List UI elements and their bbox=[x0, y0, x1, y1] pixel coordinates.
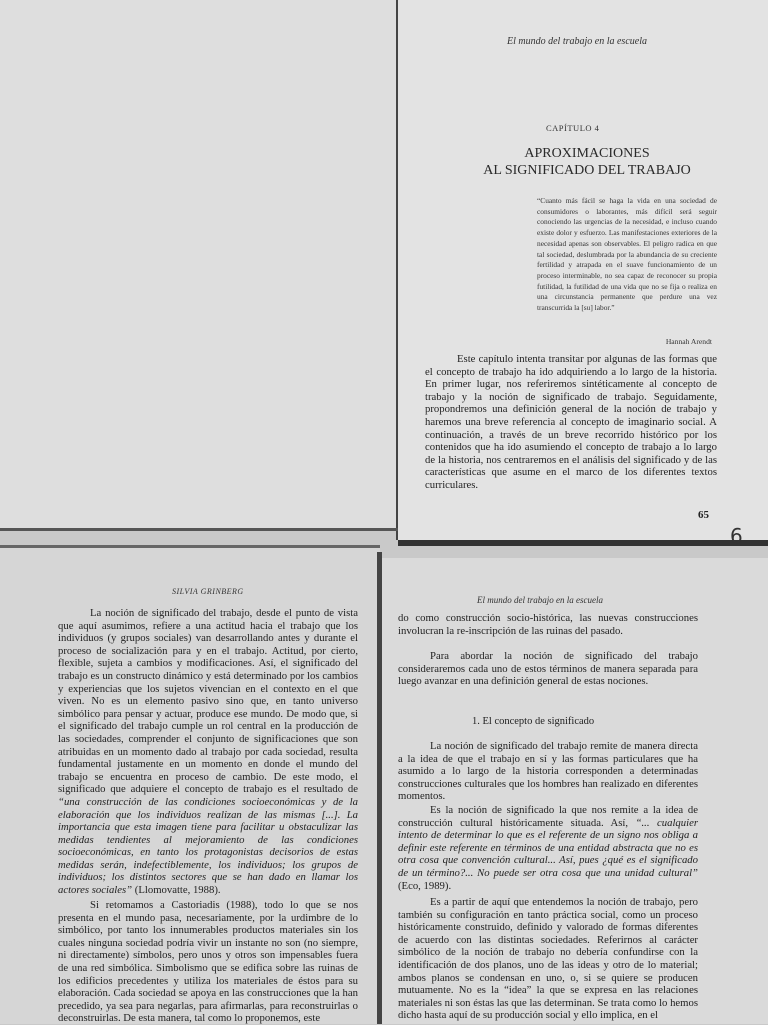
epigraph: “Cuanto más fácil se haga la vida en una sociedad de consumidores o laborantes, más difícil será seguir conociendo las urgencias de la necesidad, e incluso cuando existe dolor y esfuerzo. Las manifestaciones exteriores de la necesidad apenas son observables. El peligro radica en que tal sociedad, deslumbrada por la abundancia de su creciente fertilidad y atrapada en el suave funcionamiento de un proceso interminable, no sea capaz de reconocer su propia futilidad, la futilidad de una vida que no se fija o realiza en una circunstancia permanente que perdure una vez transcurrida la [su] labor.” bbox=[537, 196, 717, 313]
page-number: 65 bbox=[698, 509, 709, 521]
chapter-title-line1: APROXIMACIONES bbox=[524, 146, 650, 161]
running-head-right: El mundo del trabajo en la escuela bbox=[477, 595, 603, 605]
paragraph-continuation: do como construcción socio-histórica, las nuevas construcciones involucran la re-inscripción de las ruinas del pasado. bbox=[398, 612, 698, 637]
chapter-title-line2: AL SIGNIFICADO DEL TRABAJO bbox=[483, 163, 691, 178]
page-edge-top-left bbox=[0, 528, 400, 531]
citation: (Eco, 1989). bbox=[398, 879, 452, 892]
running-head: El mundo del trabajo en la escuela bbox=[507, 36, 647, 47]
intro-paragraph: Este capítulo intenta transitar por algunas de las formas que el concepto de trabajo ha ido adquiriendo a lo largo de la historia. En primer lugar, nos referiremos sintéticamente al concepto de trabajo y la noción de significado de trabajo. Seguidamente, propondremos una definición general de la noción de trabajo y haremos una breve referencia al concepto de imaginario social. A continuación, a través de un breve recorrido histórico por los contenidos que ha ido asumiendo el concepto de trabajo a lo largo de la historia, nos centraremos en el análisis del significado y de las características que asume en el marco de los diferentes textos curriculares. bbox=[425, 353, 717, 491]
epigraph-author: Hannah Arendt bbox=[665, 337, 712, 346]
citation: (Llomovatte, 1988). bbox=[132, 884, 221, 897]
chapter-title bbox=[472, 145, 702, 179]
book-gutter-bottom bbox=[377, 552, 382, 1024]
paragraph-approach: Para abordar la noción de significado del trabajo consideraremos cada uno de estos términos de manera separada para luego avanzar en una definición general de estas nociones. bbox=[398, 650, 698, 688]
chapter-label: CAPÍTULO 4 bbox=[546, 123, 600, 133]
paragraph-eco bbox=[398, 804, 698, 892]
quote-llomovatte: “una construcción de las condiciones socioeconómicas y de la elaboración que los individuos realizan de las mismas [...]. La importancia que esta imagen tiene para facilitar u obstaculizar las medidas tendientes al mejoramiento de las condiciones socioeconómicas, en tanto los protagonistas decisorios de estas medidas serán, indefectiblemente, los individuos; los grupos de individuos; los distintos sectores que se han dado en llamar los actores sociales” bbox=[58, 795, 358, 897]
paragraph-castoriadis: Si retomamos a Castoriadis (1988), todo lo que se nos presenta en el mundo pasa, necesariamente, por la urdimbre de lo simbólico, por tanto los innumerables productos materiales sin los cuales ninguna sociedad podría vivir un instante no son (no siempre, ni directamente) símbolos, pero unos y otros son impensables fuera de una red simbólica. Simbolismo que se edifica sobre las ruinas de los edificios precedentes y utiliza los materiales de éstos para su elaboración. Cada sociedad se apoya en las construcciones que la han precedido, ya sea para negarlas, para afirmarlas, para reconstruirlas o deconstruirlas. De esta manera, tal como lo proponemos, este bbox=[58, 899, 358, 1025]
paragraph-noción: La noción de significado del trabajo remite de manera directa a la idea de que el trabajo en sí y las formas particulares que ha asumido a lo largo de la historia corresponden a determinadas construcciones culturales que los hombres han realizado en diferentes momentos. bbox=[398, 740, 698, 803]
handwritten-mark: 6 bbox=[730, 524, 743, 548]
paragraph-significado bbox=[58, 607, 358, 897]
running-head-author: SILVIA GRINBERG bbox=[172, 587, 244, 596]
page-edge-bottom-left bbox=[0, 545, 380, 548]
paragraph-practica-social: Es a partir de aquí que entendemos la noción de trabajo, pero también su configuración en tanto práctica social, como un proceso históricamente construido, definido y valorado de formas diferentes de acuerdo con las distintas sociedades. Referirnos al carácter simbólico de la noción de trabajo no debería confundirse con la identificación de dos planos, uno de las ideas y otro de lo material; ambos planos se condensan en uno, o, si se quiere se producen mutuamente. No es la “idea” la que se expresa en las relaciones materiales ni son éstas las que las determinan. Se trata como lo hemos dicho hasta aquí de su producción social y ello implica, en el bbox=[398, 896, 698, 1022]
quote-eco: “... cualquier intento de determinar lo que es el referente de un signo nos obliga a definir este referente en términos de una entidad abstracta que no es otra cosa que convención cultural... Así, pues ¿qué es el significado de un término?... No puede ser otra cosa que una unidad cultural” bbox=[398, 816, 698, 879]
paragraph-text: Es la noción de significado la que nos remite a la idea de construcción cultural históricamente situada. Así, bbox=[398, 804, 698, 829]
page-edge-top-right bbox=[398, 540, 768, 546]
blank-page-top-left bbox=[0, 0, 398, 530]
section-heading: 1. El concepto de significado bbox=[472, 716, 595, 727]
paragraph-text: La noción de significado del trabajo, desde el punto de vista que aquí asumimos, refiere a una actitud hacia el trabajo que los individuos (y grupos sociales) van desarrollando antes y durante el proceso de socialización para y en el trabajo. Actitud, por cierto, flexible, sujeta a cambios y modificaciones. Así, el significado del trabajo es un constructo dinámico y está determinado por los cambios y experiencias que los sujetos vivencian en el contexto en el que viven. No es un elemento pasivo sino que, en tanto universo simbólico para pensar y actuar, produce ese mundo. De modo que, si el significado del trabajo cumple un rol central en la producción de las sociedades, comprender el conjunto de significaciones que son atribuidas en un momento dado al trabajo por cada sociedad, resulta fundamental justamente en un momento en donde el mundo del trabajo se encuentra en proceso de cambio. De este modo, el significado que adquiere el concepto de trabajo es el resultado de bbox=[58, 607, 358, 796]
